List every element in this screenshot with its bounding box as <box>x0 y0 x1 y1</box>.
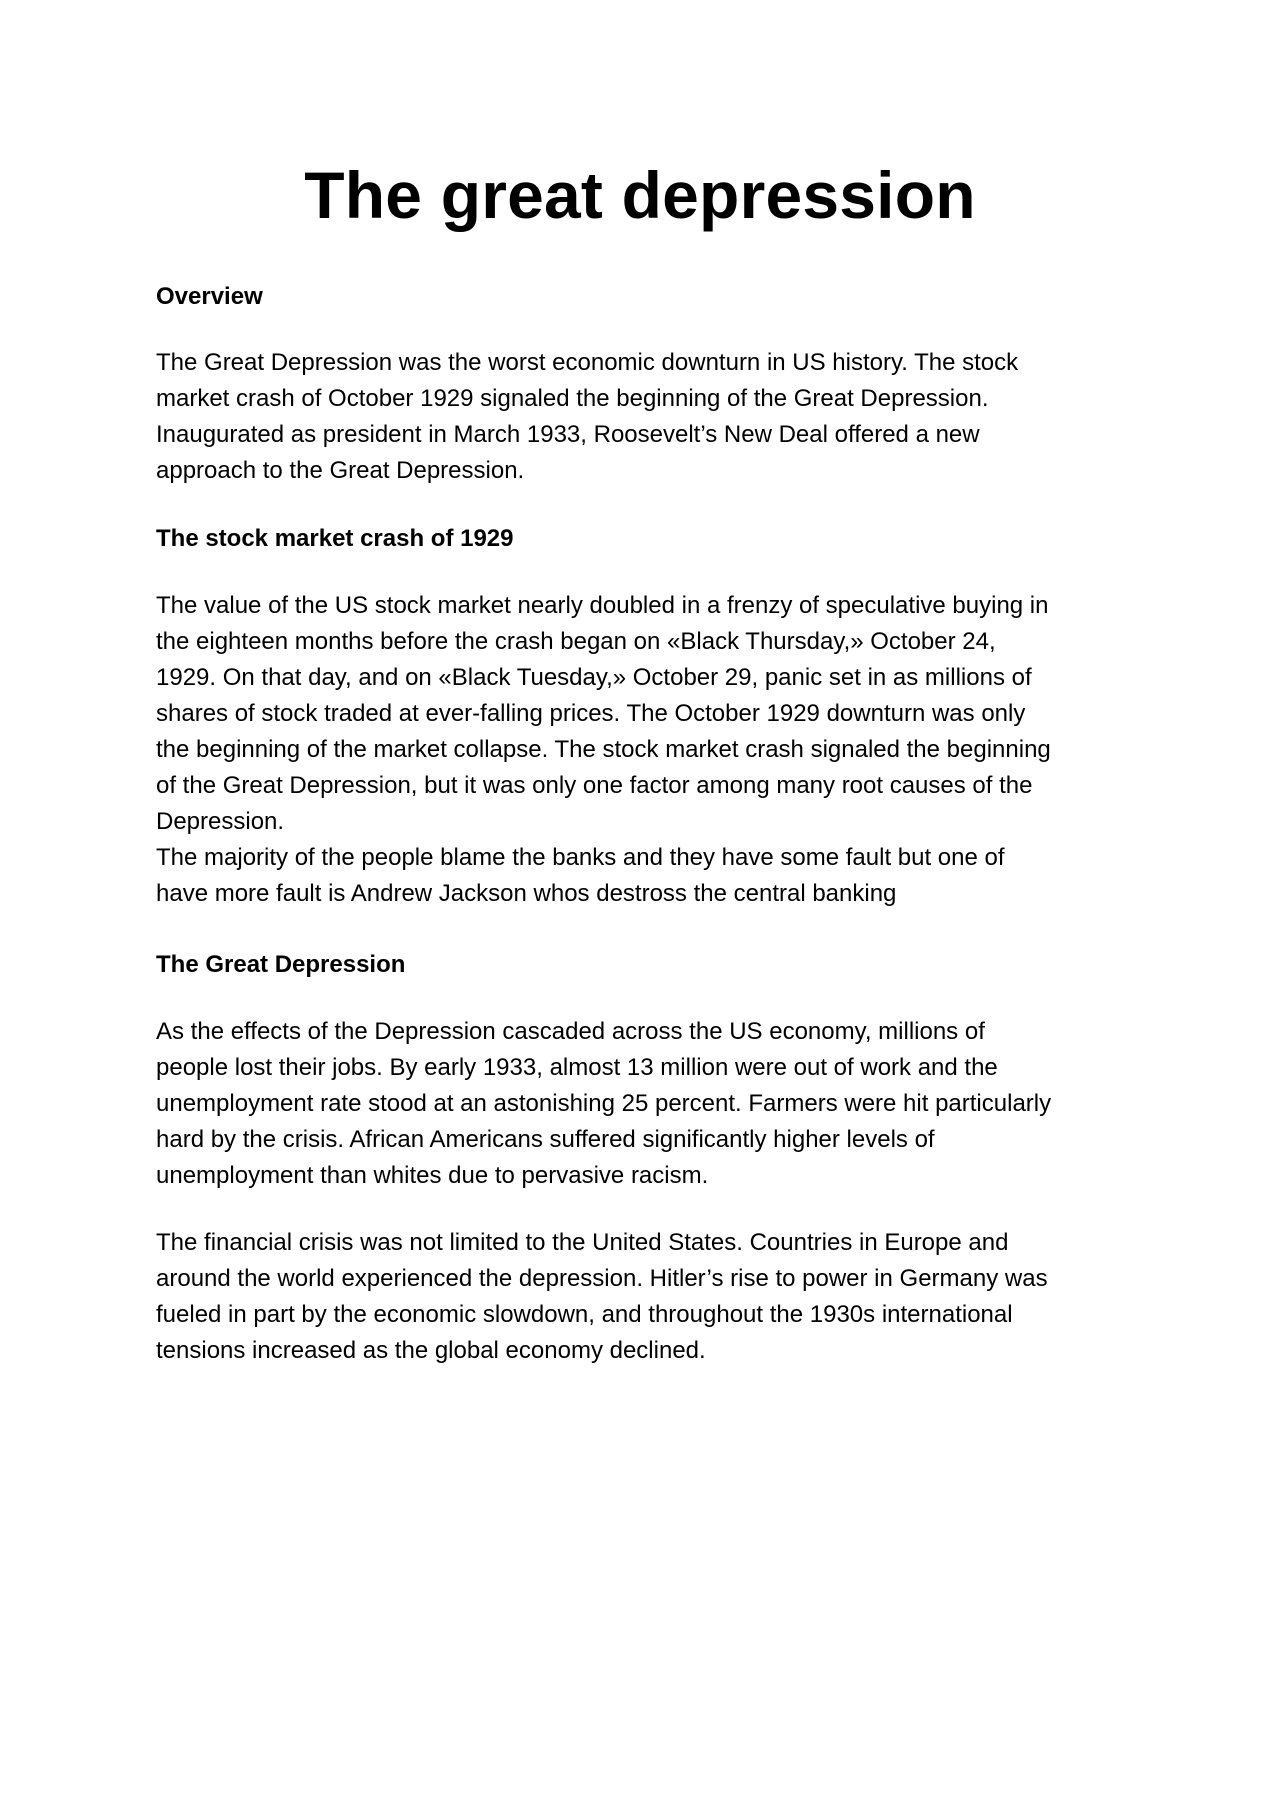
section-heading-stock-market-crash: The stock market crash of 1929 <box>156 525 514 552</box>
paragraph-line: As the effects of the Depression cascaded across the US economy, millions of <box>156 1018 985 1045</box>
paragraph-line: The financial crisis was not limited to the United States. Countries in Europe and <box>156 1229 1009 1256</box>
great-depression-paragraph-2 <box>156 1225 1146 1369</box>
great-depression-paragraph-1 <box>156 1014 1146 1194</box>
paragraph-line: unemployment than whites due to pervasive racism. <box>156 1162 709 1189</box>
paragraph-line: the eighteen months before the crash began on «Black Thursday,» October 24, <box>156 628 996 655</box>
paragraph-line: 1929. On that day, and on «Black Tuesday,» October 29, panic set in as millions of <box>156 664 1032 691</box>
stock-market-crash-paragraph <box>156 588 1146 912</box>
paragraph-line: The value of the US stock market nearly doubled in a frenzy of speculative buying in <box>156 592 1049 619</box>
section-heading-overview: Overview <box>156 283 263 310</box>
paragraph-line: fueled in part by the economic slowdown, and throughout the 1930s international <box>156 1301 1013 1328</box>
paragraph-line: unemployment rate stood at an astonishing 25 percent. Farmers were hit particularly <box>156 1090 1052 1117</box>
paragraph-line: tensions increased as the global economy declined. <box>156 1337 706 1364</box>
document-title: The great depression <box>304 158 976 232</box>
paragraph-line: shares of stock traded at ever-falling prices. The October 1929 downturn was only <box>156 700 1026 727</box>
paragraph-line: the beginning of the market collapse. The stock market crash signaled the beginning <box>156 736 1051 763</box>
paragraph-line: The majority of the people blame the banks and they have some fault but one of <box>156 844 1005 871</box>
paragraph-line: approach to the Great Depression. <box>156 457 525 484</box>
section-heading-great-depression: The Great Depression <box>156 951 406 978</box>
paragraph-line: market crash of October 1929 signaled the beginning of the Great Depression. <box>156 385 989 412</box>
paragraph-line: Inaugurated as president in March 1933, Roosevelt’s New Deal offered a new <box>156 421 980 448</box>
paragraph-line: have more fault is Andrew Jackson whos destross the central banking <box>156 880 897 907</box>
overview-paragraph <box>156 345 1146 489</box>
paragraph-line: of the Great Depression, but it was only one factor among many root causes of the <box>156 772 1033 799</box>
paragraph-line: people lost their jobs. By early 1933, almost 13 million were out of work and the <box>156 1054 998 1081</box>
paragraph-line: Depression. <box>156 808 285 835</box>
paragraph-line: The Great Depression was the worst economic downturn in US history. The stock <box>156 349 1019 376</box>
paragraph-line: hard by the crisis. African Americans suffered significantly higher levels of <box>156 1126 935 1153</box>
paragraph-line: around the world experienced the depression. Hitler’s rise to power in Germany was <box>156 1265 1048 1292</box>
